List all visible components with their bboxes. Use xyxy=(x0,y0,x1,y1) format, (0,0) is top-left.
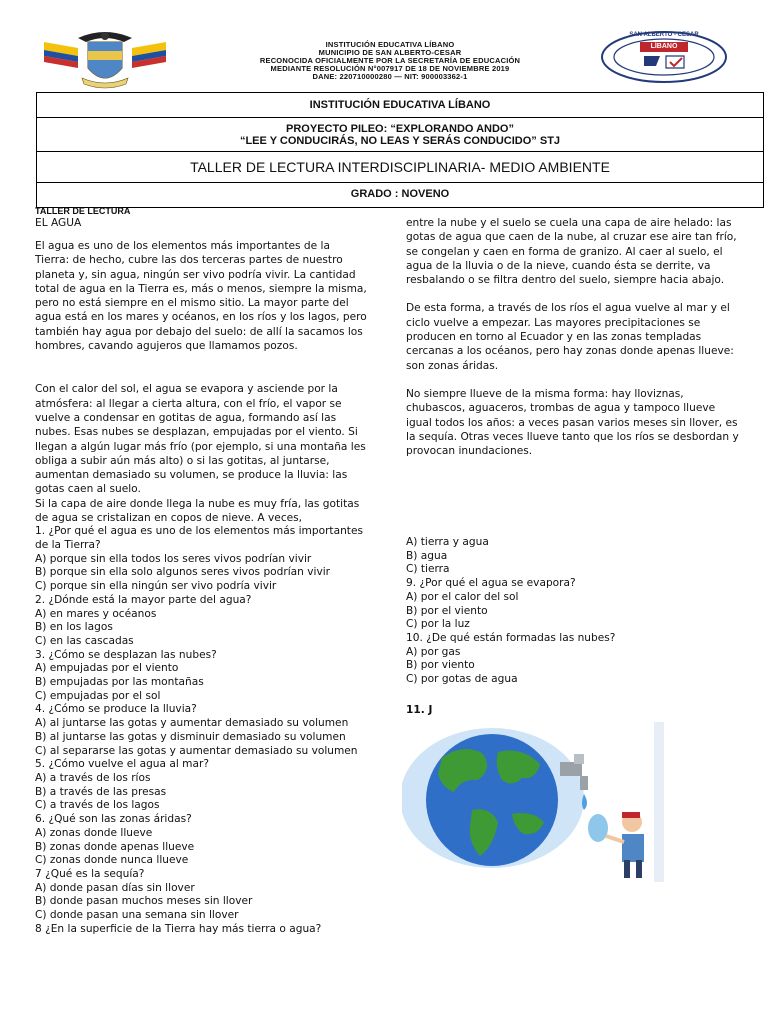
header-line: DANE: 220710000280 — NIT: 900003362-1 xyxy=(312,72,468,81)
question-item: C) zonas donde nunca llueve xyxy=(35,854,189,867)
question-item: C) a través de los lagos xyxy=(35,799,160,812)
reading-title: EL AGUA xyxy=(35,217,82,229)
question-item: C) al separarse las gotas y aumentar demasiado su volumen xyxy=(35,744,358,757)
question-item: 6. ¿Qué son las zonas áridas? xyxy=(35,813,192,826)
question-item: 5. ¿Cómo vuelve el agua al mar? xyxy=(35,758,209,771)
question-item: A) donde pasan días sin llover xyxy=(35,881,195,894)
school-seal-logo xyxy=(600,30,728,84)
header-line: RECONOCIDA OFICIALMENTE POR LA SECRETARÍA DE EDUCACIÓN xyxy=(259,56,521,65)
question-item: 7 ¿Qué es la sequía? xyxy=(35,867,145,880)
question-item: B) a través de las presas xyxy=(35,785,167,798)
question-item: A) al juntarse las gotas y aumentar demasiado su volumen xyxy=(35,717,349,730)
answer-list xyxy=(406,536,742,687)
answer-item: 10. ¿De qué están formadas las nubes? xyxy=(406,631,616,644)
question-item: B) en los lagos xyxy=(35,621,113,634)
answer-item: C) por la luz xyxy=(406,618,470,631)
right-column xyxy=(406,216,742,458)
question-item: 4. ¿Cómo se produce la lluvia? xyxy=(35,703,197,716)
question-item: C) porque sin ella ningún ser vivo podría vivir xyxy=(35,580,277,593)
question-item: 8 ¿En la superficie de la Tierra hay más tierra o agua? xyxy=(35,922,322,935)
question-list xyxy=(35,525,367,936)
question-item: C) empujadas por el sol xyxy=(35,689,161,702)
answer-item: 9. ¿Por qué el agua se evapora? xyxy=(406,577,576,590)
project-line-2: “LEE Y CONDUCIRÁS, NO LEAS Y SERÁS CONDUCIDO” STJ xyxy=(239,135,561,147)
earth-faucet-illustration xyxy=(402,718,672,886)
coat-of-arms-logo xyxy=(40,28,170,92)
project-cell xyxy=(37,118,763,152)
question-item: B) zonas donde apenas llueve xyxy=(35,840,195,853)
answer-item: A) por gas xyxy=(406,645,461,658)
answer-item: B) agua xyxy=(406,549,448,562)
question-item: B) donde pasan muchos meses sin llover xyxy=(35,895,253,908)
question-item: A) en mares y océanos xyxy=(35,607,157,620)
reading-paragraph: No siempre llueve de la misma forma: hay lloviznas, chubascos, aguaceros, trombas de agua y tampoco llueve igual todos los años: a veces pasan varios meses sin llover, es la sequía. Otras veces llueve tanto que los ríos se desbordan y provocan inundaciones. xyxy=(406,387,739,458)
answer-item: C) por gotas de agua xyxy=(406,673,518,686)
reading-paragraph: De esta forma, a través de los ríos el agua vuelve al mar y el ciclo vuelve a empezar. Las mayores precipitaciones se producen en torno al Ecuador y en las zonas templadas cercanas a los océanos, pero hay zonas donde apenas llueve: son zonas áridas. xyxy=(406,302,734,372)
title-table xyxy=(36,92,764,208)
header-line: INSTITUCIÓN EDUCATIVA LÍBANO xyxy=(325,40,455,49)
seal-text: SAN ALBERTO - CESAR xyxy=(629,32,699,38)
question-item: A) empujadas por el viento xyxy=(35,662,179,675)
answer-item: B) por viento xyxy=(406,659,475,672)
reading-paragraph: Con el calor del sol, el agua se evapora y asciende por la atmósfera: al llegar a cierta altura, con el frío, el vapor se vuelve a condensar en gotitas de agua, formando así las nubes. Esas nubes se desplazan, empujadas por el viento. Si llegan a algún lugar más frío (por ejemplo, si una montaña les obliga a subir aún más alto) o si las gotitas, al juntarse, aumentan demasiado su volumen, se produce la lluvia: las gotas caen al suelo. xyxy=(35,383,366,496)
section-label: TALLER DE LECTURA xyxy=(35,206,131,216)
answer-item: A) por el calor del sol xyxy=(406,590,519,603)
question-item: 3. ¿Cómo se desplazan las nubes? xyxy=(35,648,217,661)
institution-title: INSTITUCIÓN EDUCATIVA LÍBANO xyxy=(37,93,763,118)
question-item: B) empujadas por las montañas xyxy=(35,676,204,689)
reading-paragraph: entre la nube y el suelo se cuela una capa de aire helado: las gotas de agua que caen de la nube, al cruzar ese aire tan frío, se congelan y caen en forma de granizo. Al caer al suelo, el agua de la lluvia o de la nieve, cuando ésta se derrite, va resbalando o se filtra dentro del suelo, siempre hacia abajo. xyxy=(406,217,737,287)
question-item: B) al juntarse las gotas y disminuir demasiado su volumen xyxy=(35,730,346,743)
grade-label: GRADO : NOVENO xyxy=(350,188,450,200)
reading-paragraph: Si la capa de aire donde llega la nube es muy fría, las gotitas de agua se cristalizan en copos de nieve. A veces, xyxy=(35,497,360,525)
answer-item: A) tierra y agua xyxy=(406,536,489,548)
left-column xyxy=(35,205,367,936)
answer-item: B) por el viento xyxy=(406,604,488,617)
header-line: MUNICIPIO DE SAN ALBERTO-CESAR xyxy=(318,48,462,57)
question-item: A) zonas donde llueve xyxy=(35,826,153,839)
question-item: A) a través de los ríos xyxy=(35,772,151,784)
question-item: C) donde pasan una semana sin llover xyxy=(35,909,239,922)
question-item: 1. ¿Por qué el agua es uno de los elementos más importantes de la Tierra? xyxy=(35,525,363,552)
question-item: C) en las cascadas xyxy=(35,634,134,647)
workshop-title: TALLER DE LECTURA INTERDISCIPLINARIA- MEDIO AMBIENTE xyxy=(37,152,763,183)
question-11: 11. J xyxy=(406,704,433,716)
seal-inner-text: LÍBANO xyxy=(650,43,678,50)
question-item: A) porque sin ella todos los seres vivos podrían vivir xyxy=(35,552,312,565)
project-line-1: PROYECTO PILEO: “EXPLORANDO ANDO” xyxy=(286,123,514,135)
question-item: B) porque sin ella solo algunos seres vivos podrían vivir xyxy=(35,566,331,579)
question-item: 2. ¿Dónde está la mayor parte del agua? xyxy=(35,593,252,606)
reading-paragraph: El agua es uno de los elementos más importantes de la Tierra: de hecho, cubre las dos terceras partes de nuestro planeta y, sin agua, ningún ser vivo podría vivir. La cantidad total de agua en la Tierra es, más o menos, siempre la misma, pero no está siempre en el mismo sitio. La mayor parte del agua está en los mares y océanos, en los ríos y los lagos, pero también hay agua por debajo del suelo: de allí la sacamos los hombres, cavando agujeros que llamamos pozos. xyxy=(35,240,367,353)
answer-item: C) tierra xyxy=(406,563,450,576)
header-line: MEDIANTE RESOLUCIÓN N°007917 DE 18 DE NOVIEMBRE 2019 xyxy=(270,64,510,73)
